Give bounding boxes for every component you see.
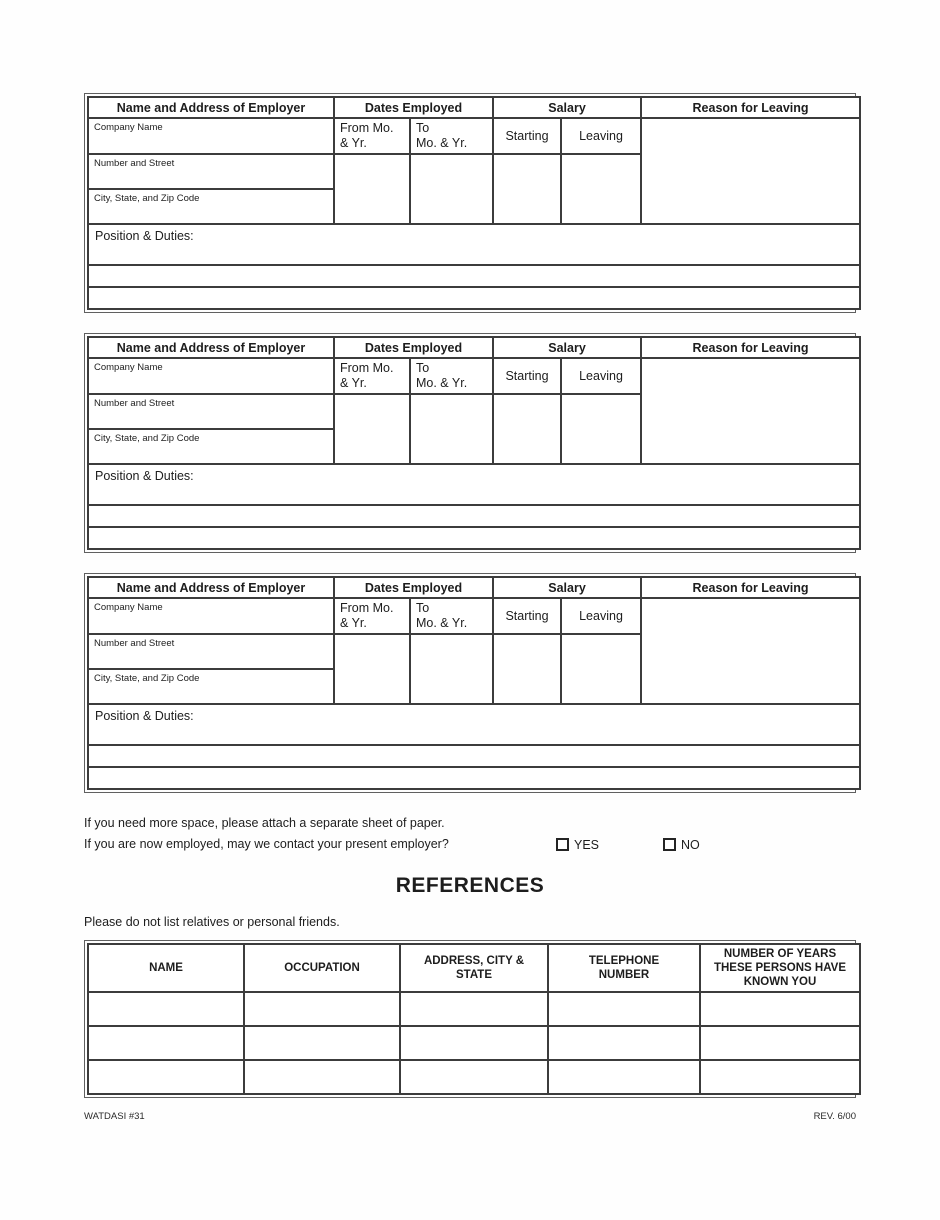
- city-state-zip-label: City, State, and Zip Code: [94, 433, 200, 444]
- leaving-salary-field[interactable]: [561, 634, 641, 704]
- yes-label: YES: [574, 838, 600, 852]
- no-label: NO: [681, 838, 700, 852]
- col-header-dates: Dates Employed: [334, 577, 493, 598]
- city-state-zip-field[interactable]: [88, 189, 334, 224]
- blank-line-field[interactable]: [88, 767, 860, 789]
- to-date-field[interactable]: [410, 154, 493, 224]
- ref-years-known-field[interactable]: [700, 992, 860, 1026]
- ref-col-header-years-known: NUMBER OF YEARS THESE PERSONS HAVE KNOWN YOU: [700, 944, 860, 992]
- ref-col-header-name: NAME: [88, 944, 244, 992]
- company-name-field[interactable]: [88, 598, 334, 634]
- company-name-field[interactable]: [88, 358, 334, 394]
- blank-line-field[interactable]: [88, 745, 860, 767]
- col-header-reason: Reason for Leaving: [641, 577, 860, 598]
- ref-name-field[interactable]: [88, 992, 244, 1026]
- from-date-field[interactable]: [334, 154, 410, 224]
- references-table: [84, 940, 856, 1098]
- city-state-zip-label: City, State, and Zip Code: [94, 193, 200, 204]
- ref-name-field[interactable]: [88, 1026, 244, 1060]
- references-note: Please do not list relatives or personal friends.: [84, 915, 340, 929]
- street-label: Number and Street: [94, 398, 175, 409]
- ref-occupation-field[interactable]: [244, 1060, 400, 1094]
- company-name-label: Company Name: [94, 602, 163, 613]
- city-state-zip-label: City, State, and Zip Code: [94, 673, 200, 684]
- form-number: WATDASI #31: [84, 1111, 145, 1122]
- city-state-zip-field[interactable]: [88, 669, 334, 704]
- leaving-salary-label: Leaving: [561, 598, 641, 634]
- company-name-field[interactable]: [88, 118, 334, 154]
- from-date-field[interactable]: [334, 634, 410, 704]
- employment-block: [84, 573, 856, 793]
- position-duties-field[interactable]: [88, 704, 860, 745]
- col-header-reason: Reason for Leaving: [641, 97, 860, 118]
- revision-label: REV. 6/00: [813, 1111, 856, 1122]
- ref-address-field[interactable]: [400, 1060, 548, 1094]
- ref-col-header-address: ADDRESS, CITY & STATE: [400, 944, 548, 992]
- ref-years-known-field[interactable]: [700, 1026, 860, 1060]
- from-date-label: From Mo. & Yr.: [334, 358, 410, 394]
- col-header-salary: Salary: [493, 97, 641, 118]
- street-field[interactable]: [88, 634, 334, 669]
- col-header-employer: Name and Address of Employer: [88, 337, 334, 358]
- reference-row: [88, 992, 860, 1026]
- street-field[interactable]: [88, 394, 334, 429]
- reason-for-leaving-field[interactable]: [641, 118, 860, 224]
- blank-line-field[interactable]: [88, 265, 860, 287]
- from-date-field[interactable]: [334, 394, 410, 464]
- company-name-label: Company Name: [94, 122, 163, 133]
- leaving-salary-label: Leaving: [561, 358, 641, 394]
- yes-checkbox[interactable]: [556, 838, 569, 851]
- reference-row: [88, 1060, 860, 1094]
- leaving-salary-field[interactable]: [561, 154, 641, 224]
- to-date-field[interactable]: [410, 394, 493, 464]
- position-duties-label: Position & Duties:: [95, 229, 194, 243]
- blank-line-field[interactable]: [88, 527, 860, 549]
- starting-salary-label: Starting: [493, 598, 561, 634]
- col-header-dates: Dates Employed: [334, 337, 493, 358]
- street-field[interactable]: [88, 154, 334, 189]
- from-date-label: From Mo. & Yr.: [334, 118, 410, 154]
- to-date-label: To Mo. & Yr.: [410, 598, 493, 634]
- position-duties-field[interactable]: [88, 464, 860, 505]
- ref-address-field[interactable]: [400, 992, 548, 1026]
- ref-occupation-field[interactable]: [244, 1026, 400, 1060]
- to-date-label: To Mo. & Yr.: [410, 358, 493, 394]
- ref-col-header-occupation: OCCUPATION: [244, 944, 400, 992]
- ref-name-field[interactable]: [88, 1060, 244, 1094]
- references-title: REFERENCES: [395, 874, 545, 897]
- ref-telephone-field[interactable]: [548, 1026, 700, 1060]
- leaving-salary-field[interactable]: [561, 394, 641, 464]
- page-footer: [84, 1111, 856, 1122]
- reason-for-leaving-field[interactable]: [641, 598, 860, 704]
- blank-line-field[interactable]: [88, 505, 860, 527]
- reason-for-leaving-field[interactable]: [641, 358, 860, 464]
- street-label: Number and Street: [94, 638, 175, 649]
- col-header-employer: Name and Address of Employer: [88, 577, 334, 598]
- ref-occupation-field[interactable]: [244, 992, 400, 1026]
- employment-block: [84, 93, 856, 313]
- reference-row: [88, 1026, 860, 1060]
- contact-employer-question: If you are now employed, may we contact your present employer?: [84, 837, 449, 851]
- street-label: Number and Street: [94, 158, 175, 169]
- notes-section: [84, 813, 856, 855]
- more-space-note: If you need more space, please attach a separate sheet of paper.: [84, 816, 445, 830]
- col-header-dates: Dates Employed: [334, 97, 493, 118]
- ref-telephone-field[interactable]: [548, 1060, 700, 1094]
- employment-block: [84, 333, 856, 553]
- blank-line-field[interactable]: [88, 287, 860, 309]
- from-date-label: From Mo. & Yr.: [334, 598, 410, 634]
- position-duties-label: Position & Duties:: [95, 709, 194, 723]
- leaving-salary-label: Leaving: [561, 118, 641, 154]
- company-name-label: Company Name: [94, 362, 163, 373]
- ref-telephone-field[interactable]: [548, 992, 700, 1026]
- starting-salary-field[interactable]: [493, 634, 561, 704]
- city-state-zip-field[interactable]: [88, 429, 334, 464]
- no-checkbox[interactable]: [663, 838, 676, 851]
- col-header-reason: Reason for Leaving: [641, 337, 860, 358]
- starting-salary-field[interactable]: [493, 154, 561, 224]
- starting-salary-label: Starting: [493, 358, 561, 394]
- starting-salary-label: Starting: [493, 118, 561, 154]
- col-header-employer: Name and Address of Employer: [88, 97, 334, 118]
- position-duties-label: Position & Duties:: [95, 469, 194, 483]
- position-duties-field[interactable]: [88, 224, 860, 265]
- col-header-salary: Salary: [493, 337, 641, 358]
- starting-salary-field[interactable]: [493, 394, 561, 464]
- col-header-salary: Salary: [493, 577, 641, 598]
- to-date-label: To Mo. & Yr.: [410, 118, 493, 154]
- ref-years-known-field[interactable]: [700, 1060, 860, 1094]
- ref-address-field[interactable]: [400, 1026, 548, 1060]
- to-date-field[interactable]: [410, 634, 493, 704]
- ref-col-header-telephone: TELEPHONE NUMBER: [548, 944, 700, 992]
